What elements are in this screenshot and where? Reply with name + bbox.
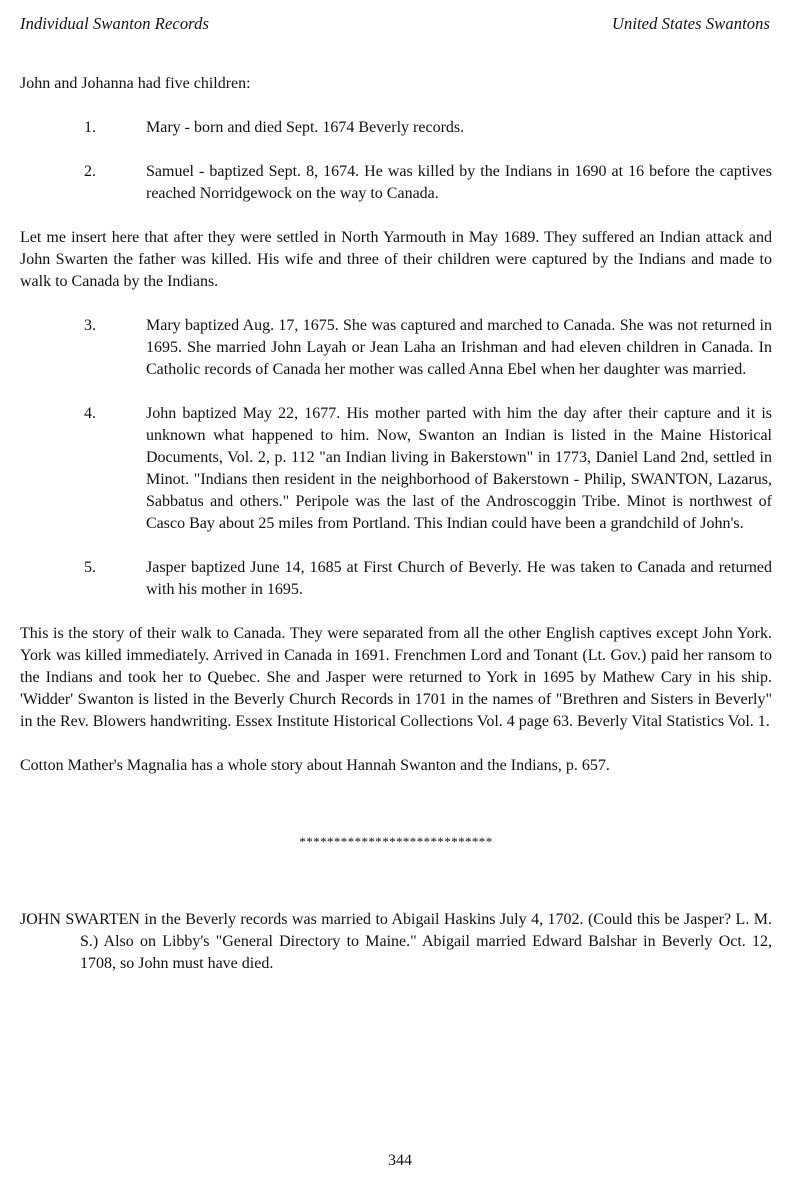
list-item-number: 3. (84, 317, 96, 334)
list-item-text: Mary - born and died Sept. 1674 Beverly records. (146, 119, 465, 136)
section-separator: **************************** (299, 834, 493, 849)
list-item-number: 4. (84, 405, 96, 422)
story-paragraph: This is the story of their walk to Canada. They were separated from all the other English captives except John York. York was killed immediately. Arrived in Canada in 1691. Frenchmen Lord and Tonant (Lt. Gov.) paid her ransom to the Indians and took her to Quebec. She and Jasper were returned to York in 1695 by Mathew Cary in his ship. 'Widder' Swanton is listed in the Beverly Church Records in 1701 in the names of "Brethren and Sisters in Beverly" in the Rev. Blowers handwriting. Essex Institute Historical Collections Vol. 4 page 63. Beverly Vital Statistics Vol. 1. (20, 625, 772, 730)
list-item (20, 161, 772, 205)
page-body (20, 73, 772, 975)
list-item-text: John baptized May 22, 1677. His mother parted with him the day after their capture and it is unknown what happened to him. Now, Swanton an Indian is listed in the Maine Historical Documents, Vol. 2, p. 112 "an Indian living in Bakerstown" in 1773, Daniel Land 2nd, settled in Minot. "Indians then resident in the neighborhood of Bakerstown - Philip, SWANTON, Lazarus, Sabbatus and others." Peripole was the last of the Androscoggin Tribe. Minot is northwest of Casco Bay about 25 miles from Portland. This Indian could have been a grandchild of John's. (146, 405, 772, 532)
running-header-right: United States Swantons (611, 14, 770, 33)
list-item (20, 315, 772, 381)
list-item (20, 117, 772, 139)
list-item (20, 403, 772, 535)
list-item-text: Samuel - baptized Sept. 8, 1674. He was killed by the Indians in 1690 at 16 before the captives reached Norridgewock on the way to Canada. (146, 163, 772, 202)
mather-paragraph: Cotton Mather's Magnalia has a whole story about Hannah Swanton and the Indians, p. 657. (20, 757, 610, 774)
intro-paragraph: John and Johanna had five children: (20, 75, 251, 92)
running-header-left: Individual Swanton Records (20, 14, 209, 33)
list-item-text: Jasper baptized June 14, 1685 at First Church of Beverly. He was taken to Canada and returned with his mother in 1695. (146, 559, 772, 598)
list-item-text: Mary baptized Aug. 17, 1675. She was captured and marched to Canada. She was not returned in 1695. She married John Layah or Jean Laha an Irishman and had eleven children in Canada. In Catholic records of Canada her mother was called Anna Ebel when her daughter was married. (146, 317, 772, 378)
list-item (20, 557, 772, 601)
insert-paragraph: Let me insert here that after they were settled in North Yarmouth in May 1689. They suffered an Indian attack and John Swarten the father was killed. His wife and three of their children were captured by the Indians and made to walk to Canada by the Indians. (20, 229, 772, 290)
list-item-number: 5. (84, 559, 96, 576)
list-item-number: 2. (84, 163, 96, 180)
page-number: 344 (388, 1152, 412, 1169)
swarten-entry: JOHN SWARTEN in the Beverly records was married to Abigail Haskins July 4, 1702. (Could this be Jasper? L. M. S.) Also on Libby's "General Directory to Maine." Abigail married Edward Balshar in Beverly Oct. 12, 1708, so John must have died. (20, 911, 772, 972)
list-item-number: 1. (84, 119, 96, 136)
